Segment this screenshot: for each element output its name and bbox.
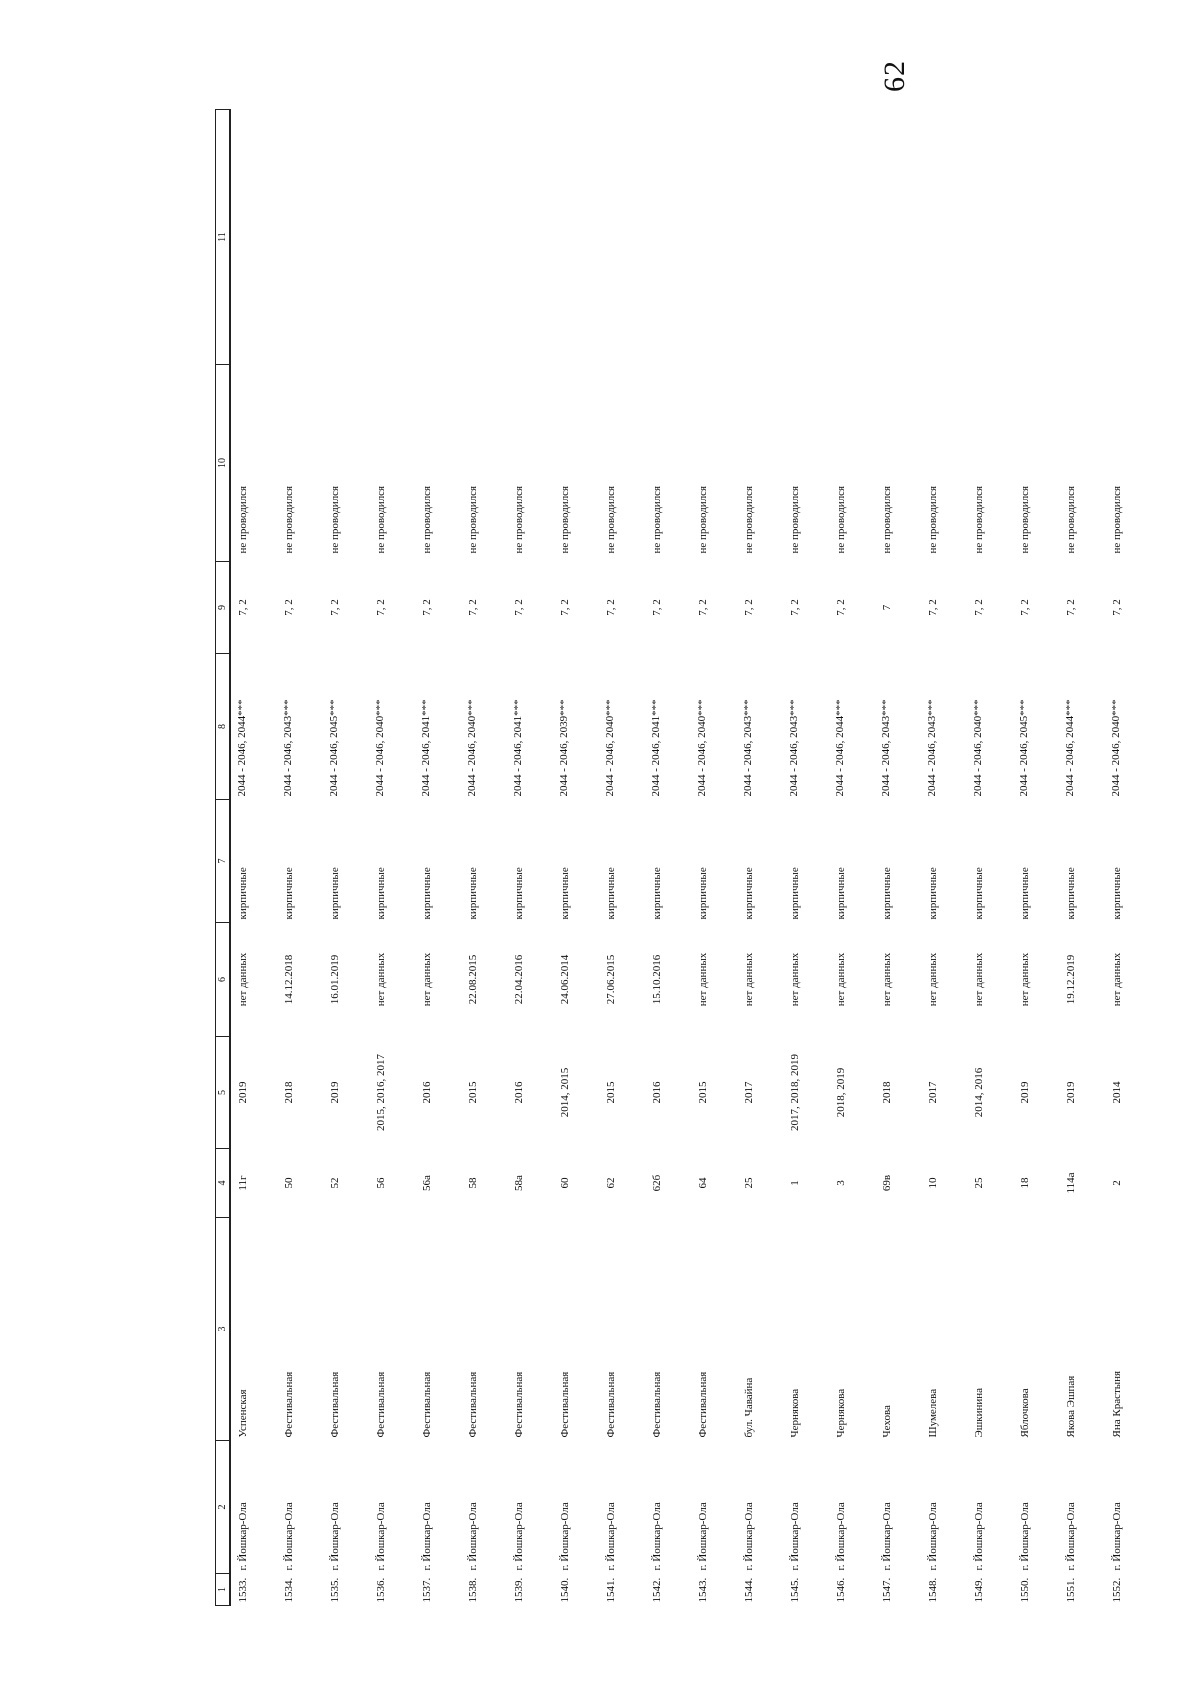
cell-date: нет данных [1111, 952, 1123, 1007]
cell-work-years: 2017 [743, 1081, 755, 1104]
cell-wall-material: кирпичные [513, 867, 525, 920]
cell-value-9: 7, 2 [743, 599, 755, 616]
table-row [875, 110, 921, 1606]
cell-date: нет данных [881, 952, 893, 1007]
cell-period: 2044 - 2046, 2040*** [466, 699, 478, 797]
cell-date: нет данных [237, 952, 249, 1007]
cell-status: не проводился [237, 485, 249, 554]
table-row [323, 110, 369, 1606]
cell-wall-material: кирпичные [835, 867, 847, 920]
column-header-5: 5 [216, 1037, 231, 1149]
table-row [1059, 110, 1105, 1606]
cell-city: г. Йошкар-Ола [697, 1502, 709, 1571]
cell-street: Успенская [237, 1389, 249, 1438]
cell-row-number: 1552. [1111, 1577, 1123, 1603]
cell-work-years: 2015 [605, 1081, 617, 1104]
cell-house-number: 25 [973, 1177, 985, 1189]
cell-note [599, 110, 645, 365]
cell-status: не проводился [743, 485, 755, 554]
cell-date: 19.12.2019 [1065, 954, 1077, 1005]
cell-street: бул. Чавайна [743, 1377, 755, 1438]
cell-note [737, 110, 783, 365]
table-row [230, 110, 277, 1606]
cell-value-9: 7, 2 [421, 599, 433, 616]
cell-wall-material: кирпичные [605, 867, 617, 920]
cell-note [323, 110, 369, 365]
cell-date: нет данных [835, 952, 847, 1007]
cell-work-years: 2014, 2016 [973, 1067, 985, 1118]
cell-row-number: 1543. [697, 1577, 709, 1603]
rotated-table-wrapper [215, 110, 1123, 1606]
cell-period: 2044 - 2046, 2043*** [926, 699, 938, 797]
cell-street: Чернякова [789, 1388, 801, 1438]
cell-street: Фестивальная [559, 1371, 571, 1438]
cell-street: Яблочкова [1019, 1388, 1031, 1438]
table-row [277, 110, 323, 1606]
cell-row-number: 1546. [835, 1577, 847, 1603]
cell-city: г. Йошкар-Ола [1111, 1502, 1123, 1571]
cell-house-number: 60 [559, 1177, 571, 1189]
cell-work-years: 2017 [927, 1081, 939, 1104]
table-body [230, 110, 1151, 1606]
table-row [783, 110, 829, 1606]
cell-row-number: 1539. [513, 1577, 525, 1603]
column-header-10: 10 [216, 365, 231, 562]
cell-status: не проводился [421, 485, 433, 554]
cell-date: нет данных [927, 952, 939, 1007]
cell-row-number: 1536. [375, 1577, 387, 1603]
cell-period: 2044 - 2046, 2041*** [650, 699, 662, 797]
cell-street: Фестивальная [375, 1371, 387, 1438]
table-header-row [216, 110, 231, 1606]
cell-city: г. Йошкар-Ола [927, 1502, 939, 1571]
cell-status: не проводился [605, 485, 617, 554]
cell-value-9: 7, 2 [835, 599, 847, 616]
cell-value-9: 7, 2 [559, 599, 571, 616]
cell-city: г. Йошкар-Ола [329, 1502, 341, 1571]
cell-wall-material: кирпичные [237, 867, 249, 920]
table-row [691, 110, 737, 1606]
table-row [507, 110, 553, 1606]
data-table [215, 109, 1151, 1606]
cell-note [921, 110, 967, 365]
cell-wall-material: кирпичные [973, 867, 985, 920]
table-row [415, 110, 461, 1606]
cell-note [553, 110, 599, 365]
cell-street: Фестивальная [651, 1371, 663, 1438]
cell-period: 2044 - 2046, 2044*** [834, 699, 846, 797]
cell-wall-material: кирпичные [1019, 867, 1031, 920]
cell-date: 22.08.2015 [467, 954, 479, 1005]
column-header-11: 11 [216, 110, 231, 365]
cell-status: не проводился [697, 485, 709, 554]
column-header-4: 4 [216, 1149, 231, 1218]
cell-status: не проводился [835, 485, 847, 554]
cell-city: г. Йошкар-Ола [881, 1502, 893, 1571]
cell-value-9: 7, 2 [329, 599, 341, 616]
cell-status: не проводился [329, 485, 341, 554]
cell-street: Якова Эшпая [1065, 1375, 1077, 1438]
cell-city: г. Йошкар-Ола [1019, 1502, 1031, 1571]
cell-work-years: 2019 [1065, 1081, 1077, 1104]
cell-status: не проводился [789, 485, 801, 554]
cell-work-years: 2019 [1019, 1081, 1031, 1104]
cell-city: г. Йошкар-Ола [513, 1502, 525, 1571]
cell-date: нет данных [375, 952, 387, 1007]
cell-status: не проводился [1065, 485, 1077, 554]
cell-date: 15.10.2016 [651, 954, 663, 1005]
cell-value-9: 7, 2 [651, 599, 663, 616]
cell-period: 2044 - 2046, 2040*** [696, 699, 708, 797]
cell-period: 2044 - 2046, 2043*** [880, 699, 892, 797]
cell-status: не проводился [1111, 485, 1123, 554]
cell-wall-material: кирпичные [789, 867, 801, 920]
cell-city: г. Йошкар-Ола [375, 1502, 387, 1571]
cell-street: Фестивальная [421, 1371, 433, 1438]
cell-city: г. Йошкар-Ола [973, 1502, 985, 1571]
cell-city: г. Йошкар-Ола [559, 1502, 571, 1571]
cell-status: не проводился [973, 485, 985, 554]
cell-street: Фестивальная [467, 1371, 479, 1438]
cell-status: не проводился [559, 485, 571, 554]
cell-row-number: 1548. [927, 1577, 939, 1603]
column-header-3: 3 [216, 1218, 231, 1441]
cell-value-9: 7, 2 [973, 599, 985, 616]
cell-row-number: 1545. [789, 1577, 801, 1603]
column-header-9: 9 [216, 562, 231, 654]
cell-street: Эшкинина [973, 1387, 985, 1438]
cell-value-9: 7 [881, 604, 893, 611]
cell-work-years: 2018, 2019 [835, 1067, 847, 1118]
cell-city: г. Йошкар-Ола [743, 1502, 755, 1571]
cell-date: нет данных [421, 952, 433, 1007]
cell-house-number: 69в [881, 1174, 893, 1192]
cell-row-number: 1538. [467, 1577, 479, 1603]
cell-city: г. Йошкар-Ола [283, 1502, 295, 1571]
cell-value-9: 7, 2 [789, 599, 801, 616]
cell-value-9: 7, 2 [283, 599, 295, 616]
cell-note [829, 110, 875, 365]
cell-period: 2044 - 2046, 2040*** [972, 699, 984, 797]
cell-work-years: 2018 [881, 1081, 893, 1104]
cell-period: 2044 - 2046, 2045*** [328, 699, 340, 797]
cell-note [1059, 110, 1105, 365]
cell-status: не проводился [513, 485, 525, 554]
cell-note [277, 110, 323, 365]
cell-row-number: 1542. [651, 1577, 663, 1603]
cell-date: нет данных [697, 952, 709, 1007]
cell-note [691, 110, 737, 365]
cell-work-years: 2019 [329, 1081, 341, 1104]
cell-period: 2044 - 2046, 2040*** [374, 699, 386, 797]
cell-row-number: 1534. [283, 1577, 295, 1603]
cell-work-years: 2014, 2015 [559, 1067, 571, 1118]
cell-house-number: 18 [1019, 1177, 1031, 1189]
cell-city: г. Йошкар-Ола [1065, 1502, 1077, 1571]
cell-note [783, 110, 829, 365]
cell-period: 2044 - 2046, 2041*** [420, 699, 432, 797]
cell-wall-material: кирпичные [421, 867, 433, 920]
cell-row-number: 1549. [973, 1577, 985, 1603]
cell-status: не проводился [881, 485, 893, 554]
cell-house-number: 62б [651, 1174, 663, 1192]
cell-house-number: 58а [513, 1175, 525, 1191]
table-row [369, 110, 415, 1606]
cell-row-number: 1535. [329, 1577, 341, 1603]
cell-work-years: 2017, 2018, 2019 [789, 1054, 801, 1131]
cell-value-9: 7, 2 [605, 599, 617, 616]
cell-note [1105, 110, 1151, 365]
cell-work-years: 2016 [651, 1081, 663, 1104]
table-row [461, 110, 507, 1606]
cell-date: 16.01.2019 [329, 954, 341, 1005]
cell-work-years: 2015, 2016, 2017 [375, 1054, 387, 1131]
cell-row-number: 1551. [1065, 1577, 1077, 1603]
column-header-6: 6 [216, 923, 231, 1037]
cell-status: не проводился [927, 485, 939, 554]
cell-period: 2044 - 2046, 2044*** [236, 699, 248, 797]
cell-city: г. Йошкар-Ола [651, 1502, 663, 1571]
cell-period: 2044 - 2046, 2040*** [1110, 699, 1122, 797]
cell-wall-material: кирпичные [283, 867, 295, 920]
cell-period: 2044 - 2046, 2043*** [282, 699, 294, 797]
cell-period: 2044 - 2046, 2044*** [1064, 699, 1076, 797]
cell-house-number: 52 [329, 1177, 341, 1189]
cell-value-9: 7, 2 [237, 599, 249, 616]
cell-period: 2044 - 2046, 2040*** [604, 699, 616, 797]
cell-wall-material: кирпичные [927, 867, 939, 920]
cell-street: Фестивальная [605, 1371, 617, 1438]
cell-row-number: 1550. [1019, 1577, 1031, 1603]
cell-wall-material: кирпичные [467, 867, 479, 920]
cell-work-years: 2016 [421, 1081, 433, 1104]
cell-house-number: 11г [237, 1175, 249, 1191]
column-header-7: 7 [216, 800, 231, 923]
column-header-8: 8 [216, 654, 231, 800]
cell-date: 14.12.2018 [283, 954, 295, 1005]
column-header-1: 1 [216, 1574, 231, 1606]
table-row [1013, 110, 1059, 1606]
cell-house-number: 10 [927, 1177, 939, 1189]
cell-house-number: 64 [697, 1177, 709, 1189]
table-row [921, 110, 967, 1606]
cell-city: г. Йошкар-Ола [789, 1502, 801, 1571]
cell-street: Фестивальная [283, 1371, 295, 1438]
cell-note [230, 110, 277, 365]
cell-work-years: 2018 [283, 1081, 295, 1104]
cell-street: Чернякова [835, 1388, 847, 1438]
cell-period: 2044 - 2046, 2045*** [1018, 699, 1030, 797]
cell-street: Шумелева [927, 1388, 939, 1438]
cell-value-9: 7, 2 [697, 599, 709, 616]
cell-row-number: 1544. [743, 1577, 755, 1603]
table-row [737, 110, 783, 1606]
cell-value-9: 7, 2 [1111, 599, 1123, 616]
cell-city: г. Йошкар-Ола [835, 1502, 847, 1571]
cell-wall-material: кирпичные [559, 867, 571, 920]
table-row [553, 110, 599, 1606]
cell-status: не проводился [1019, 485, 1031, 554]
cell-note [507, 110, 553, 365]
cell-work-years: 2014 [1111, 1081, 1123, 1104]
cell-row-number: 1537. [421, 1577, 433, 1603]
cell-date: 27.06.2015 [605, 954, 617, 1005]
page-number: 62 [878, 60, 911, 92]
cell-period: 2044 - 2046, 2043*** [742, 699, 754, 797]
cell-street: Чехова [881, 1405, 893, 1438]
cell-value-9: 7, 2 [927, 599, 939, 616]
cell-value-9: 7, 2 [467, 599, 479, 616]
cell-status: не проводился [375, 485, 387, 554]
cell-city: г. Йошкар-Ола [421, 1502, 433, 1571]
cell-house-number: 56 [375, 1177, 387, 1189]
cell-status: не проводился [651, 485, 663, 554]
cell-note [645, 110, 691, 365]
cell-street: Фестивальная [513, 1371, 525, 1438]
cell-house-number: 50 [283, 1177, 295, 1189]
cell-house-number: 3 [835, 1180, 847, 1186]
cell-city: г. Йошкар-Ола [605, 1502, 617, 1571]
cell-value-9: 7, 2 [1065, 599, 1077, 616]
cell-row-number: 1541. [605, 1577, 617, 1603]
cell-status: не проводился [467, 485, 479, 554]
cell-street: Фестивальная [329, 1371, 341, 1438]
cell-street: Яна Крастыня [1111, 1370, 1123, 1438]
cell-date: нет данных [743, 952, 755, 1007]
cell-wall-material: кирпичные [697, 867, 709, 920]
cell-date: нет данных [973, 952, 985, 1007]
cell-wall-material: кирпичные [329, 867, 341, 920]
cell-value-9: 7, 2 [375, 599, 387, 616]
cell-value-9: 7, 2 [513, 599, 525, 616]
cell-wall-material: кирпичные [881, 867, 893, 920]
cell-period: 2044 - 2046, 2043*** [788, 699, 800, 797]
cell-wall-material: кирпичные [375, 867, 387, 920]
cell-note [415, 110, 461, 365]
cell-note [1013, 110, 1059, 365]
cell-wall-material: кирпичные [743, 867, 755, 920]
cell-date: нет данных [1019, 952, 1031, 1007]
cell-work-years: 2015 [697, 1081, 709, 1104]
table-row [967, 110, 1013, 1606]
cell-house-number: 58 [467, 1177, 479, 1189]
cell-period: 2044 - 2046, 2041*** [512, 699, 524, 797]
cell-date: нет данных [789, 952, 801, 1007]
cell-work-years: 2015 [467, 1081, 479, 1104]
cell-wall-material: кирпичные [1065, 867, 1077, 920]
cell-house-number: 62 [605, 1177, 617, 1189]
column-header-2: 2 [216, 1441, 231, 1574]
cell-row-number: 1540. [559, 1577, 571, 1603]
cell-wall-material: кирпичные [651, 867, 663, 920]
cell-status: не проводился [283, 485, 295, 554]
cell-note [369, 110, 415, 365]
cell-street: Фестивальная [697, 1371, 709, 1438]
cell-work-years: 2016 [513, 1081, 525, 1104]
cell-house-number: 25 [743, 1177, 755, 1189]
cell-row-number: 1533. [237, 1577, 249, 1603]
cell-wall-material: кирпичные [1111, 867, 1123, 920]
cell-period: 2044 - 2046, 2039*** [558, 699, 570, 797]
cell-city: г. Йошкар-Ола [237, 1502, 249, 1571]
cell-house-number: 114а [1065, 1172, 1077, 1194]
cell-date: 24.06.2014 [559, 954, 571, 1005]
cell-house-number: 2 [1111, 1180, 1123, 1186]
cell-house-number: 56а [421, 1175, 433, 1191]
cell-note [461, 110, 507, 365]
cell-note [875, 110, 921, 365]
cell-work-years: 2019 [237, 1081, 249, 1104]
cell-value-9: 7, 2 [1019, 599, 1031, 616]
cell-date: 22.04.2016 [513, 954, 525, 1005]
table-row [1105, 110, 1151, 1606]
cell-house-number: 1 [789, 1180, 801, 1186]
table-row [599, 110, 645, 1606]
table-row [645, 110, 691, 1606]
table-row [829, 110, 875, 1606]
cell-note [967, 110, 1013, 365]
cell-city: г. Йошкар-Ола [467, 1502, 479, 1571]
cell-row-number: 1547. [881, 1577, 893, 1603]
